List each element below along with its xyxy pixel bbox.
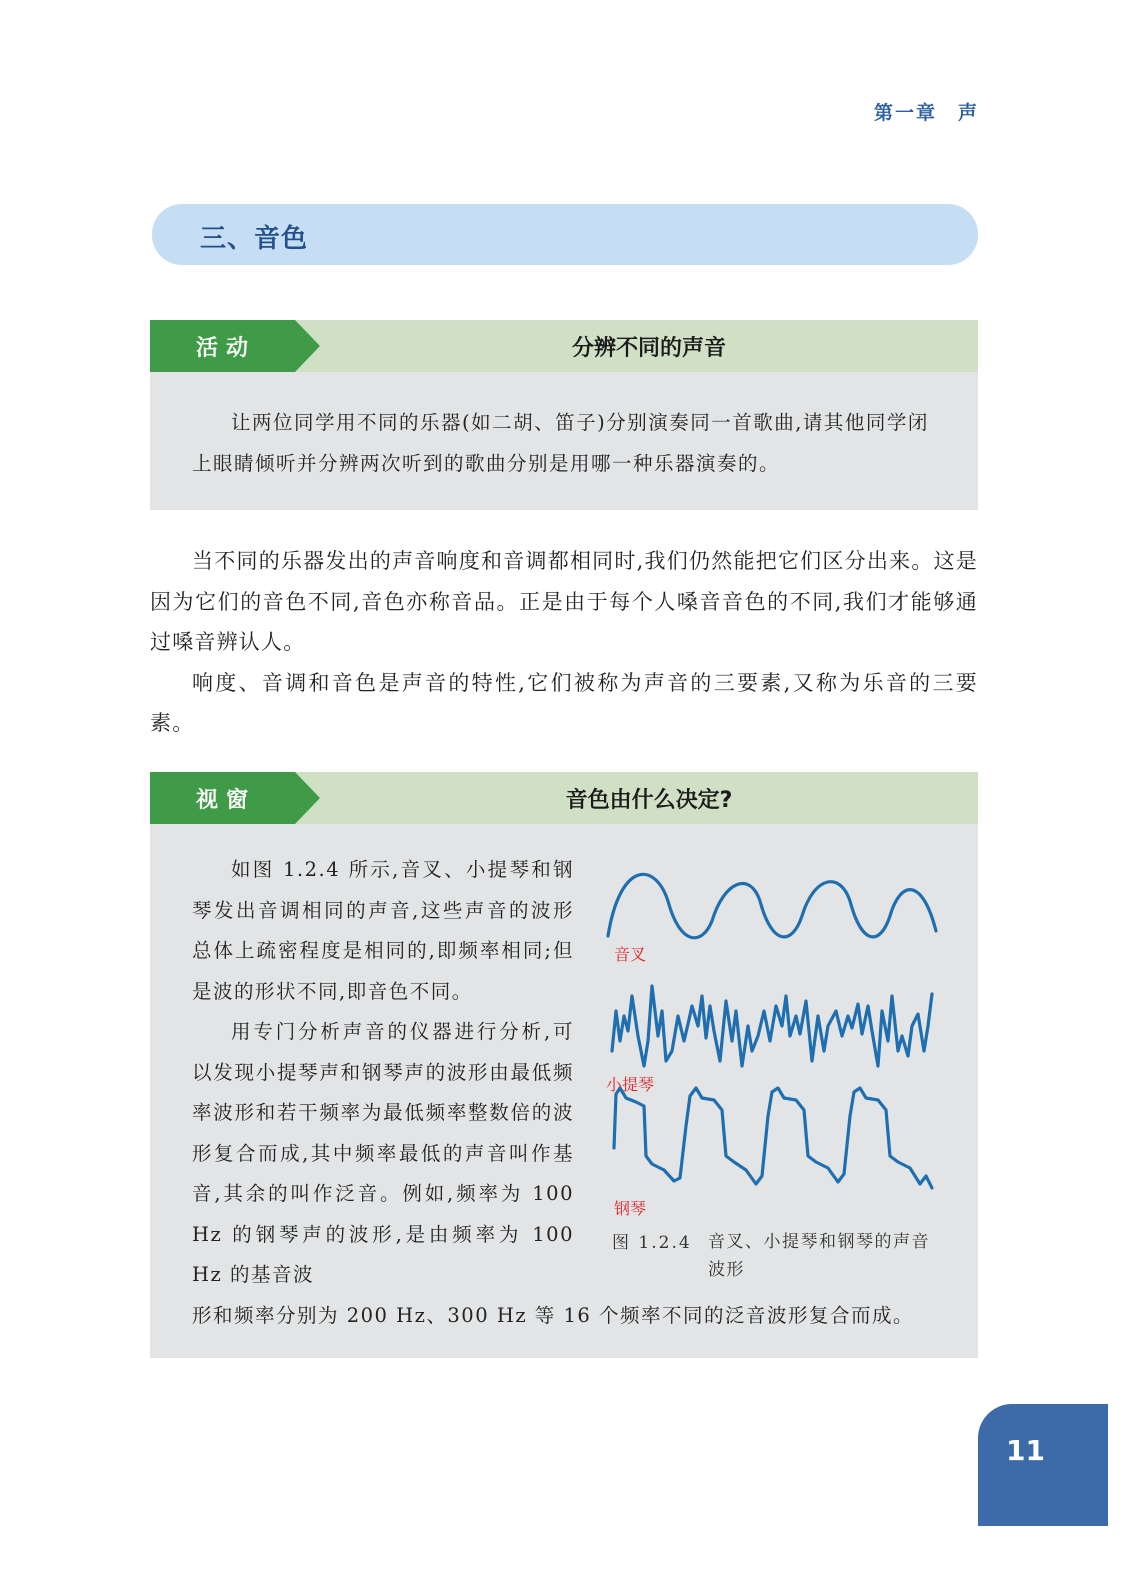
violin-label: 小提琴	[606, 1075, 655, 1094]
activity-body	[150, 372, 978, 510]
figure-caption-number: 图 1.2.4	[612, 1233, 692, 1253]
window-title: 音色由什么决定?	[565, 788, 733, 813]
section-title-bar	[152, 204, 978, 265]
waveform-svg	[600, 866, 945, 1226]
tuning-fork-wave	[608, 874, 936, 937]
figure-caption-text: 音叉、小提琴和钢琴的声音波形	[708, 1232, 930, 1280]
piano-wave	[614, 1088, 932, 1188]
main-paragraph-2: 响度、音调和音色是声音的特性,它们被称为声音的三要素,又称为乐音的三要素。	[150, 670, 978, 735]
section-title: 三、音色	[200, 224, 309, 254]
waveform-figure	[600, 866, 945, 1280]
window-text	[192, 850, 574, 1296]
window-paragraph-2: 用专门分析声音的仪器进行分析,可以发现小提琴声和钢琴声的波形由最低频率波形和若干频率为最低频率整数倍的波形复合而成,其中频率最低的声音叫作基音,其余的叫作泛音。例如,频率为 100 Hz 的钢琴声的波形,是由频率为 100 Hz 的基音波	[192, 1020, 574, 1286]
piano-label: 钢琴	[614, 1199, 647, 1218]
chapter-header: 第一章 声	[873, 102, 979, 124]
window-tag-label: 视窗	[196, 788, 257, 813]
activity-text: 让两位同学用不同的乐器(如二胡、笛子)分别演奏同一首歌曲,请其他同学闭上眼睛倾听并分辨两次听到的歌曲分别是用哪一种乐器演奏的。	[192, 411, 929, 475]
activity-title: 分辨不同的声音	[571, 336, 726, 361]
window-last-line: 形和频率分别为 200 Hz、300 Hz 等 16 个频率不同的泛音波形复合而成。	[192, 1304, 915, 1327]
tuning-fork-label: 音叉	[614, 945, 647, 964]
page-number-tab	[978, 1404, 1108, 1526]
violin-wave	[612, 986, 932, 1066]
main-paragraph-1: 当不同的乐器发出的声音响度和音调都相同时,我们仍然能把它们区分出来。这是因为它们的音色不同,音色亦称音品。正是由于每个人嗓音音色的不同,我们才能够通过嗓音辨认人。	[150, 549, 978, 654]
activity-tag-label: 活动	[196, 336, 257, 361]
activity-header	[150, 320, 978, 372]
main-text	[150, 541, 978, 744]
activity-box	[150, 320, 978, 510]
window-box	[150, 772, 978, 1358]
window-paragraph-1: 如图 1.2.4 所示,音叉、小提琴和钢琴发出音调相同的声音,这些声音的波形总体上疏密程度是相同的,即频率相同;但是波的形状不同,即音色不同。	[192, 858, 574, 1003]
page-number: 11	[1006, 1434, 1045, 1467]
window-header	[150, 772, 978, 824]
window-body	[150, 824, 978, 1358]
